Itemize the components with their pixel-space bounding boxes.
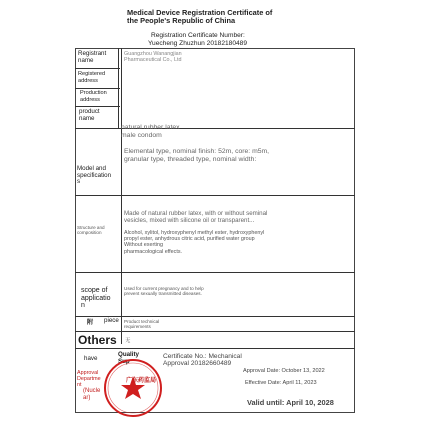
official-stamp-icon [102,357,164,419]
label-column-divider [121,48,122,344]
registrant-label: Registrant name [78,50,107,64]
product-name-value: natural rubber latex male condom [121,124,180,139]
scope-label: scope of applicatio n [81,287,111,310]
cert-number: Yuecheng Zhuzhun 20182180489 [148,40,247,47]
stamp-text: 广东药监局 [126,378,157,384]
footer-cert-number: Certificate No.: Mechanical Approval 20182660489 [163,353,242,368]
title-line-2: the People's Republic of China [127,16,236,25]
model-spec-value: Elemental type, nominal finish: 52m, core: m5m, granular type, threaded type, nominal width: [124,148,270,163]
row-divider [75,128,355,129]
cert-number-label: Registration Certificate Number: [151,32,245,39]
scope-value: Used for current pregnancy and to help prevent sexually transmitted diseases. [124,286,204,297]
production-address-label: Production address [80,90,107,103]
registered-address-label: Registered address [78,71,106,84]
quality-label: Quality Sup [118,351,139,365]
attachment-glyph: 附 [87,319,94,326]
row-divider [75,348,355,349]
row-divider [75,106,120,107]
row-divider [75,331,355,332]
valid-until: Valid until: April 10, 2028 [247,398,334,407]
row-divider [75,88,120,89]
row-divider [75,272,355,273]
structure-label: Structure and composition [77,225,105,236]
approval-date: Approval Date: October 13, 2022 [243,368,325,374]
title-line-1: Medical Device Registration Certificate of [127,8,273,17]
structure-value: Made of natural rubber latex, with or without seminal vesicles, mixed with silicone oil or transparent... Alcohol, xylitol, hydroxyphenyl methyl ester, hydroxyphenyl propyl ester, anhydrous citric acid, purified water group Without exerting pharmacological effects. [124,210,268,255]
model-spec-label: Model and specification s [77,165,112,186]
effective-date: Effective Date: April 11, 2023 [245,380,317,386]
registrant-value: Guangzhou Wanangjian Pharmaceutical Co., Ltd [124,51,182,64]
nucle-label: (Nucle ar) [83,388,101,401]
attachment-piece-label: piece [104,317,119,324]
row-divider [75,68,120,69]
others-value: 无 [125,338,131,344]
have-label: have [84,355,98,362]
others-label: Others [78,333,117,347]
row-divider [75,195,355,196]
attachment-value: Product technical requirements [124,319,160,330]
product-name-label: product name [79,108,100,122]
approval-department-label: Approval Departme nt [77,370,101,388]
